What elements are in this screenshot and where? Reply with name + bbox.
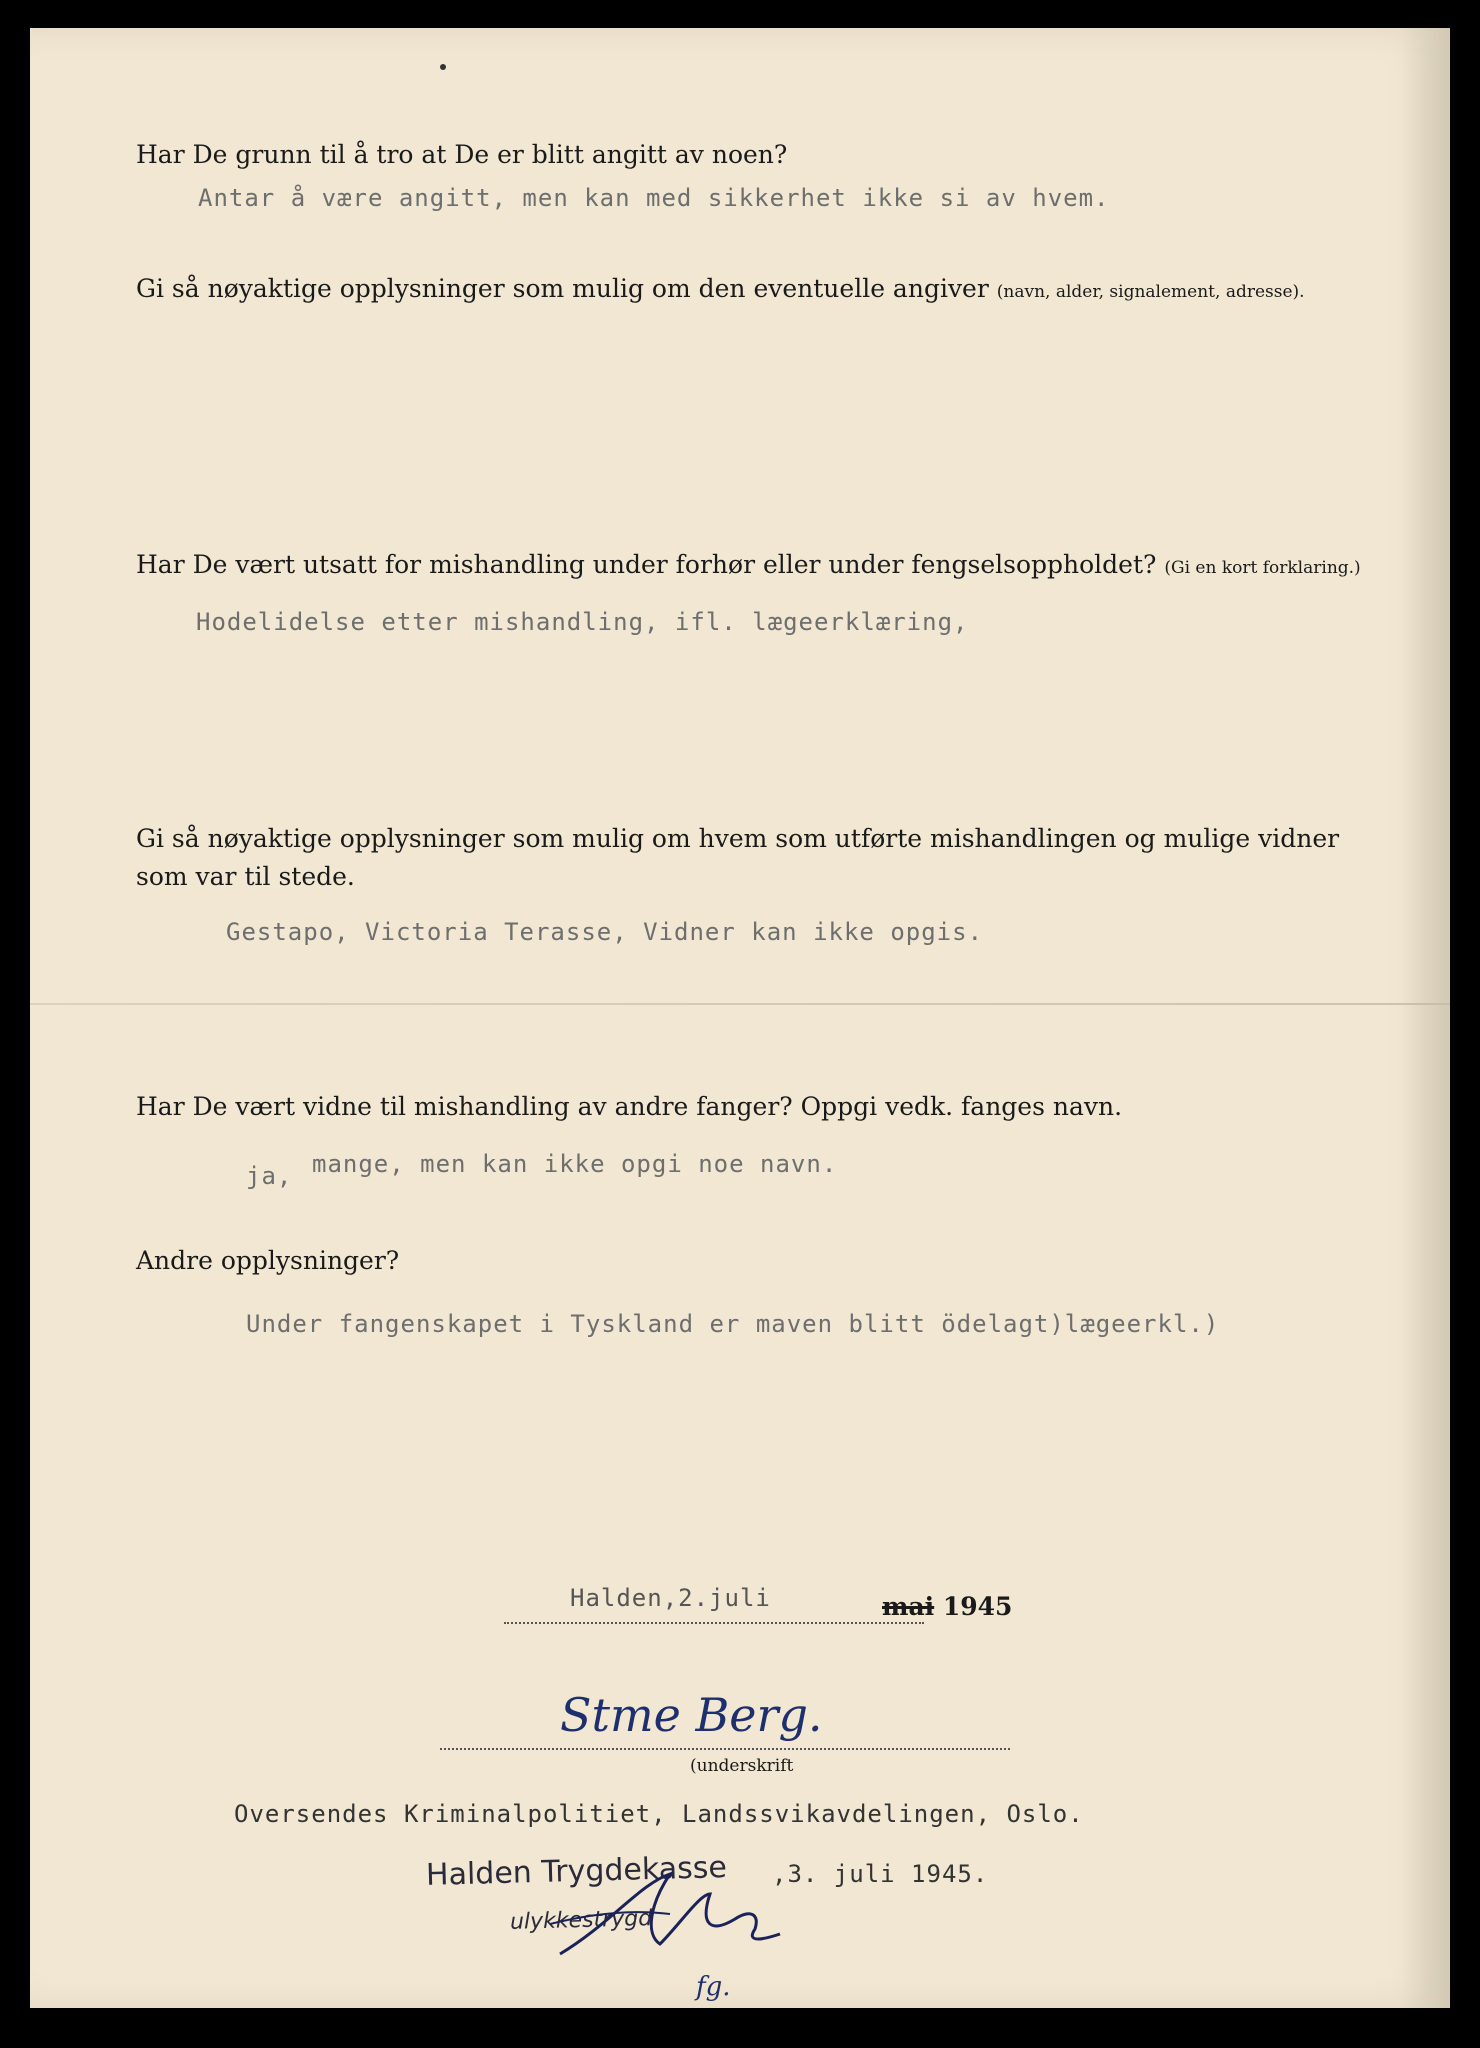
answer-other-info: Under fangenskapet i Tyskland er maven blitt ödelagt)lægeerkl.) xyxy=(246,1310,1220,1338)
question-other-info: Andre opplysninger? xyxy=(136,1246,400,1275)
date-year xyxy=(882,1592,1012,1621)
initials: fg. xyxy=(696,1972,731,2002)
date-dotted-line xyxy=(504,1622,924,1624)
answer-mistreatment: Hodelidelse etter mishandling, ifl. lægeerklæring, xyxy=(196,608,969,636)
answer-witness-prefix: ja, xyxy=(246,1162,293,1190)
forwarding-note: Oversendes Kriminalpolitiet, Landssvikavdelingen, Oslo. xyxy=(234,1800,1084,1828)
struck-month: mai xyxy=(882,1592,935,1621)
signature-dotted-line xyxy=(440,1748,1010,1750)
forwarding-date: ,3. juli 1945. xyxy=(772,1860,989,1888)
question-perpetrators-line2: som var til stede. xyxy=(136,862,355,891)
place-date: Halden,2.juli xyxy=(570,1584,771,1612)
speck xyxy=(440,64,446,70)
question-mistreatment-note: (Gi en kort forklaring.) xyxy=(1164,558,1361,578)
signature-label: (underskrift xyxy=(690,1756,794,1776)
question-denounced: Har De grunn til å tro at De er blitt angitt av noen? xyxy=(136,140,788,169)
document-page xyxy=(30,28,1450,2008)
question-witness: Har De vært vidne til mishandling av andre fanger? Oppgi vedk. fanges navn. xyxy=(136,1092,1123,1121)
stamp-office: Halden Trygdekasse xyxy=(425,1850,728,1893)
question-informer-main: Gi så nøyaktige opplysninger som mulig om den eventuelle angiver xyxy=(136,274,989,303)
fold-line xyxy=(30,1003,1450,1005)
paper-edge xyxy=(1402,28,1450,2008)
question-perpetrators-line1: Gi så nøyaktige opplysninger som mulig om hvem som utførte mishandlingen og mulige vidner xyxy=(136,824,1340,853)
initials-scribble xyxy=(550,1864,820,1974)
stamp-department: ulykkestrygd xyxy=(509,1906,653,1935)
question-mistreatment xyxy=(136,550,1361,579)
question-informer-details xyxy=(136,274,1305,303)
answer-perpetrators: Gestapo, Victoria Terasse, Vidner kan ikke opgis. xyxy=(226,918,984,946)
year: 1945 xyxy=(942,1592,1013,1621)
question-mistreatment-main: Har De vært utsatt for mishandling under forhør eller under fengselsoppholdet? xyxy=(136,550,1157,579)
question-informer-note: (navn, alder, signalement, adresse). xyxy=(996,282,1305,302)
answer-witness: mange, men kan ikke opgi noe navn. xyxy=(312,1150,838,1178)
signature: Stme Berg. xyxy=(560,1688,823,1742)
answer-denounced: Antar å være angitt, men kan med sikkerhet ikke si av hvem. xyxy=(198,184,1110,212)
